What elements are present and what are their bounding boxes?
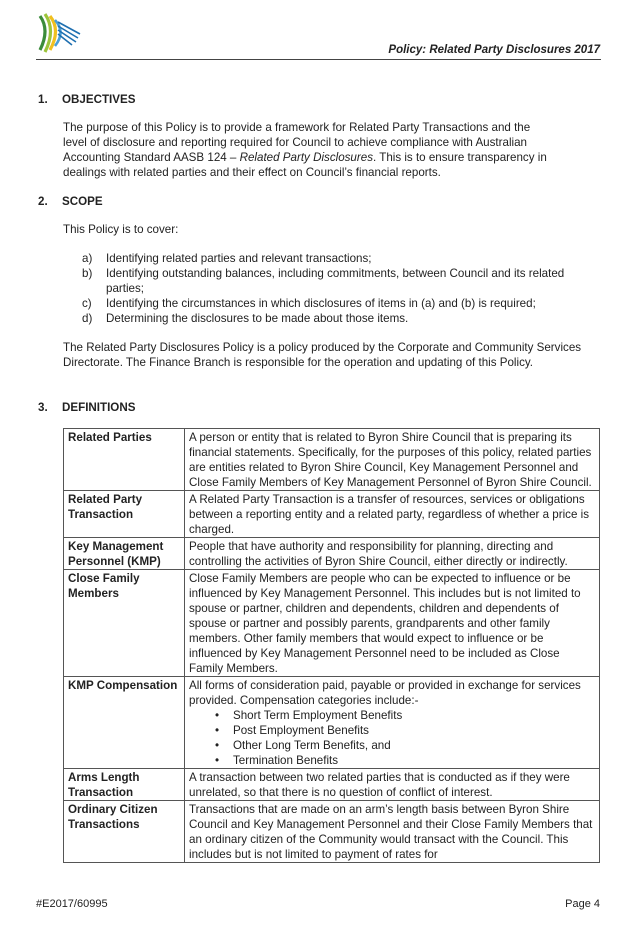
term-cell: KMP Compensation (64, 677, 185, 769)
document-reference: #E2017/60995 (36, 898, 108, 910)
list-item: • Termination Benefits (233, 753, 595, 768)
objectives-line: level of disclosure and reporting required for Council to achieve compliance with Australian (63, 136, 527, 149)
table-row (64, 429, 600, 491)
definition-cell: A Related Party Transaction is a transfer of resources, services or obligations between a reporting entity and a related party, regardless of whether a price is charged. (185, 491, 600, 538)
scope-intro: This Policy is to cover: (63, 223, 179, 236)
definition-cell: A person or entity that is related to Byron Shire Council that is preparing its financial statements. Specifically, for the purposes of this policy, related parties are entities related to Byron Shire Council, Key Management Personnel and Close Family Members of Key Management Personnel of Byron Shire Council. (185, 429, 600, 491)
list-item: c) Identifying the circumstances in which disclosures of items in (a) and (b) is required; (82, 297, 536, 310)
section-number: 3. (38, 401, 48, 414)
definition-cell: Close Family Members are people who can be expected to influence or be influenced by Key Management Personnel. This includes but is not limited to spouse or partner, children and dependents, children and dependents of spouse or partner and possibly parents, grandparents and other family members. Other family members that would expect to influence or be influenced by Key Management Personnel need to be included as Close Family Members. (185, 570, 600, 677)
document-title: Policy: Related Party Disclosures 2017 (388, 44, 600, 56)
objectives-paragraph (63, 120, 603, 180)
section-title: DEFINITIONS (62, 401, 136, 414)
header-divider (36, 59, 601, 60)
standard-title: Related Party Disclosures (239, 151, 373, 164)
page-number: Page 4 (565, 898, 600, 910)
definition-cell: Transactions that are made on an arm’s length basis between Byron Shire Council and Key Management Personnel and their Close Family Members that an ordinary citizen of the Community would transact with the Council. This includes but is not limited to payment of rates for (185, 801, 600, 863)
section-number: 1. (38, 93, 48, 106)
definition-text: All forms of consideration paid, payable or provided in exchange for services provided. Compensation categories include:- (189, 679, 581, 707)
term-cell: Related Party Transaction (64, 491, 185, 538)
section-title: SCOPE (62, 195, 103, 208)
list-item: b) Identifying outstanding balances, including commitments, between Council and its related parties; (82, 267, 565, 295)
objectives-line: Accounting Standard AASB 124 – Related Party Disclosures. This is to ensure transparency in (63, 151, 547, 164)
definition-cell (185, 677, 600, 769)
list-item: • Short Term Employment Benefits (233, 708, 595, 723)
objectives-line: The purpose of this Policy is to provide a framework for Related Party Transactions and the (63, 121, 531, 134)
term-cell: Key Management Personnel (KMP) (64, 538, 185, 570)
objectives-line: dealings with related parties and their effect on Council’s financial reports. (63, 166, 441, 179)
definition-cell: A transaction between two related parties that is conducted as if they were unrelated, so that there is no question of conflict of interest. (185, 769, 600, 801)
list-item: • Other Long Term Benefits, and (233, 738, 595, 753)
list-item: d) Determining the disclosures to be made about those items. (82, 312, 409, 325)
table-row (64, 570, 600, 677)
table-row (64, 801, 600, 863)
term-cell: Arms Length Transaction (64, 769, 185, 801)
section-title: OBJECTIVES (62, 93, 136, 106)
scope-closing-paragraph: The Related Party Disclosures Policy is a policy produced by the Corporate and Community Services Directorate. The Finance Branch is responsible for the operation and updating of this Policy. (63, 341, 582, 369)
term-cell: Ordinary Citizen Transactions (64, 801, 185, 863)
section-heading-objectives (38, 92, 135, 107)
scope-list (82, 251, 602, 326)
section-heading-scope (38, 194, 103, 209)
list-item: a) Identifying related parties and relevant transactions; (82, 252, 372, 265)
section-heading-definitions (38, 400, 135, 415)
table-row (64, 677, 600, 769)
table-row (64, 538, 600, 570)
definition-cell: People that have authority and responsibility for planning, directing and controlling the activities of Byron Shire Council, either directly or indirectly. (185, 538, 600, 570)
compensation-list (189, 708, 595, 768)
term-cell: Related Parties (64, 429, 185, 491)
council-logo-icon (36, 12, 82, 54)
table-row (64, 491, 600, 538)
section-number: 2. (38, 195, 48, 208)
term-cell: Close Family Members (64, 570, 185, 677)
list-item: • Post Employment Benefits (233, 723, 595, 738)
definitions-table (63, 428, 600, 863)
table-row (64, 769, 600, 801)
